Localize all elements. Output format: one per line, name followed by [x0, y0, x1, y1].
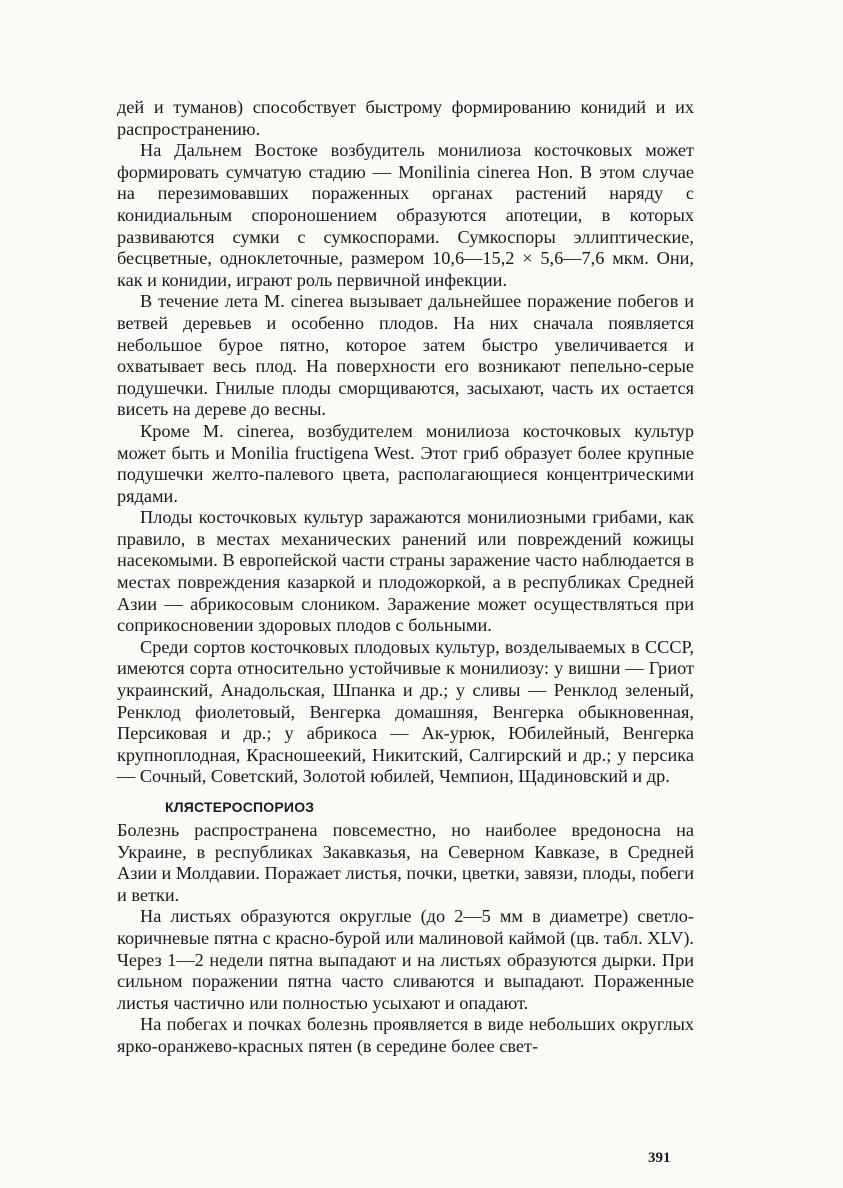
paragraph: На листьях образуются округлые (до 2—5 мм в диаметре) светло-коричневые пятна с красно-бурой или малиновой каймой (цв. табл. XLV). Через 1—2 недели пятна выпадают и на листьях образуются дырки. При сильном поражении пятна часто сливаются и выпадают. Пораженные листья частично или полностью усыхают и опадают. [117, 906, 694, 1013]
page-number: 391 [648, 1150, 671, 1166]
section-heading: КЛЯСТЕРОСПОРИОЗ [165, 799, 315, 815]
paragraph: Болезнь распространена повсеместно, но наиболее вредоносна на Украине, в республиках Закавказья, на Северном Кавказе, в Средней Азии и Молдавии. Поражает листья, почки, цветки, завязи, плоды, побеги и ветки. [117, 820, 694, 905]
text-block [117, 97, 694, 1058]
paragraph: Кроме M. cinerea, возбудителем монилиоза косточковых культур может быть и Monilia fructigena West. Этот гриб образует более крупные подушечки желто-палевого цвета, располагающиеся концентрическими рядами. [117, 420, 694, 506]
paragraph: В течение лета M. cinerea вызывает дальнейшее поражение побегов и ветвей деревьев и особенно плодов. На них сначала появляется небольшое бурое пятно, которое затем быстро увеличивается и охватывает весь плод. На поверхности его возникают пепельно-серые подушечки. Гнилые плоды сморщиваются, засыхают, часть их остается висеть на дереве до весны. [117, 291, 694, 420]
paragraph: дей и туманов) способствует быстрому формированию конидий и их распространению. [117, 97, 694, 139]
paragraphs-after [117, 820, 694, 1058]
paragraphs-before [117, 97, 694, 788]
paragraph: На побегах и почках болезнь проявляется в виде небольших округлых ярко-оранжево-красных пятен (в середине более свет- [117, 1014, 694, 1056]
paragraph: Среди сортов косточковых плодовых культур, возделываемых в СССР, имеются сорта относительно устойчивые к монилиозу: у вишни — Гриот украинский, Анадольская, Шпанка и др.; у сливы — Ренклод зеленый, Ренклод фиолетовый, Венгерка домашняя, Венгерка обыкновенная, Персиковая и др.; у абрикоса — Ак-урюк, Юбилейный, Венгерка крупноплодная, Красношеекий, Никитский, Салгирский и др.; у персика — Сочный, Советский, Золотой юбилей, Чемпион, Щадиновский и др. [117, 636, 694, 787]
paragraph: Плоды косточковых культур заражаются монилиозными грибами, как правило, в местах механических ранений или повреждений кожицы насекомыми. В европейской части страны заражение часто наблюдается в местах повреждения казаркой и плодожоркой, а в республиках Средней Азии — абрикосовым слоником. Заражение может осуществляться при соприкосновении здоровых плодов с больными. [117, 507, 694, 636]
paragraph: На Дальнем Востоке возбудитель монилиоза косточковых может формировать сумчатую стадию — Monilinia cinerea Hon. В этом случае на перезимовавших пораженных органах растений наряду с конидиальным спороношением образуются апотеции, в которых развиваются сумки с сумкоспорами. Сумкоспоры эллиптические, бесцветные, одноклеточные, размером 10,6—15,2 × 5,6—7,6 мкм. Они, как и конидии, играют роль первичной инфекции. [117, 140, 694, 290]
